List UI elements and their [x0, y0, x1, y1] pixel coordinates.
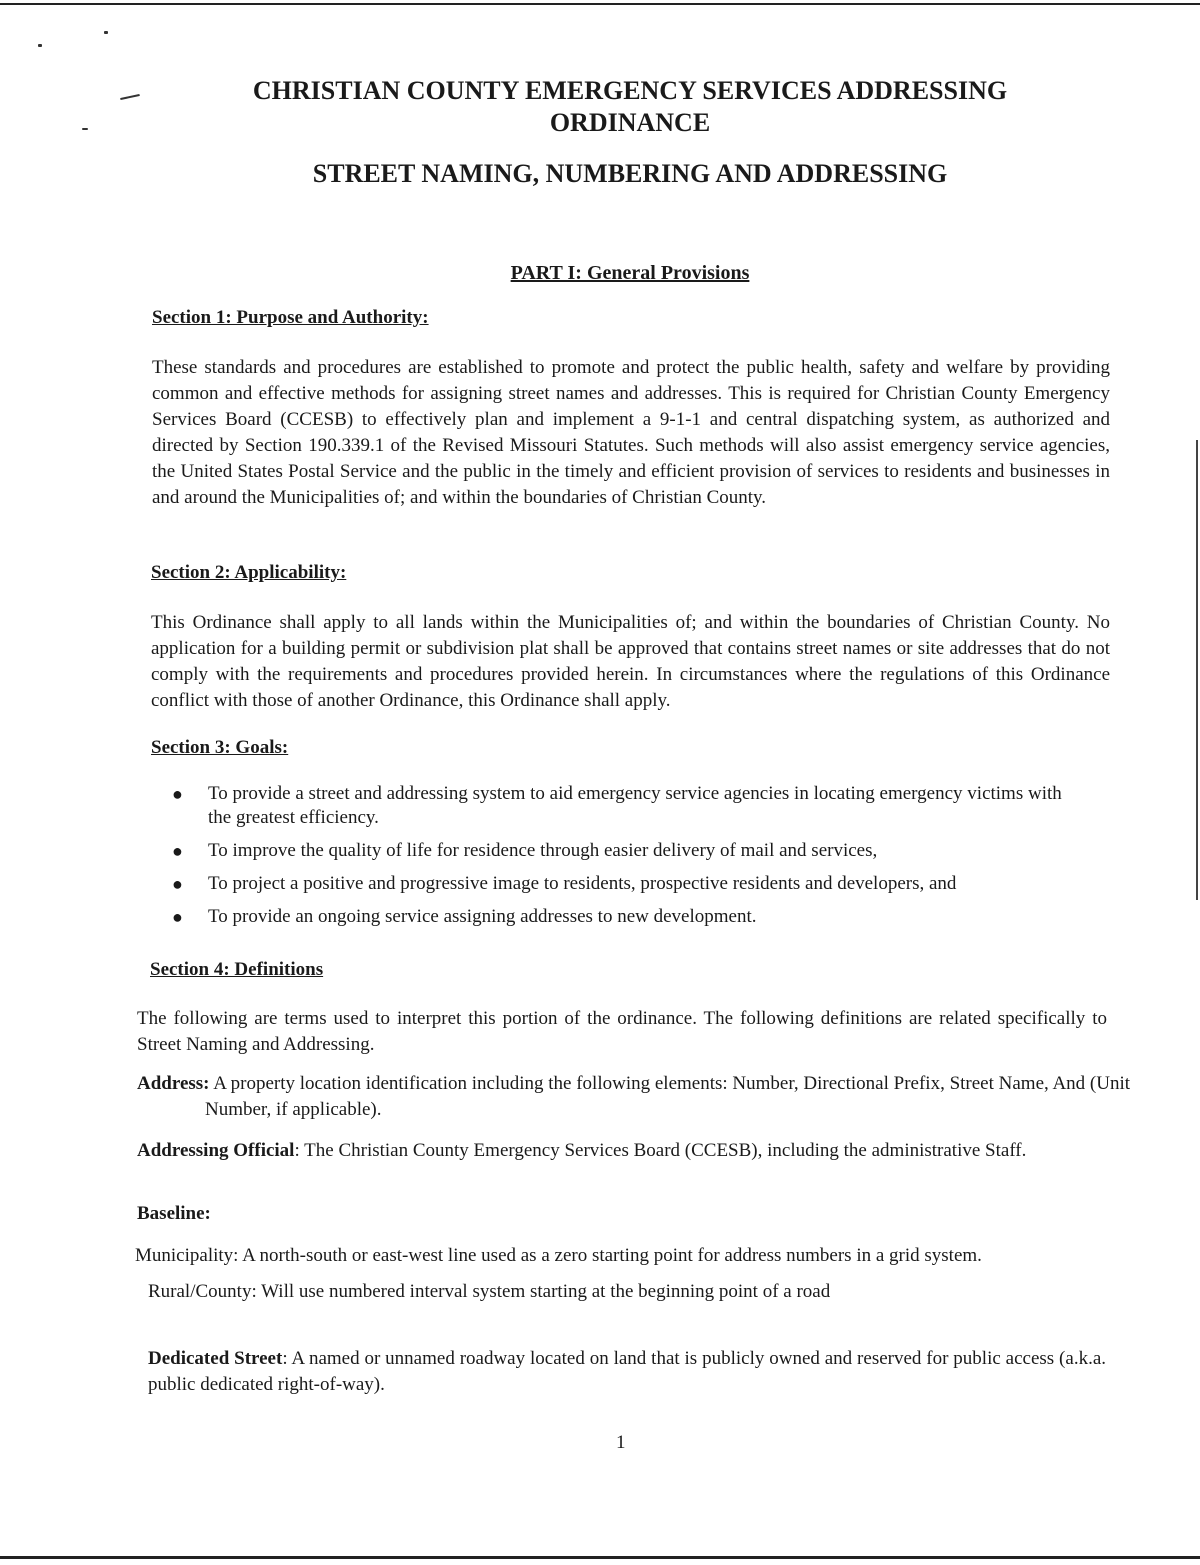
definition-term: Addressing Official [137, 1140, 295, 1161]
list-item [160, 872, 1080, 896]
baseline-rural: Rural/County: Will use numbered interval system starting at the beginning point of a road [148, 1281, 831, 1302]
definition-text: : A named or unnamed roadway located on land that is publicly owned and reserved for public access (a.k.a. public dedicated right-of-way). [148, 1348, 1106, 1395]
definitions-intro: The following are terms used to interpret this portion of the ordinance. The following definitions are related specifically to Street Naming and Addressing. [137, 1008, 1107, 1055]
part-heading: PART I: General Provisions [510, 262, 750, 284]
goal-text: To provide a street and addressing system to aid emergency service agencies in locating emergency victims with the greatest efficiency. [208, 783, 1062, 828]
goal-text: To improve the quality of life for residence through easier delivery of mail and services, [208, 840, 878, 861]
scan-top-edge [0, 3, 1200, 5]
bullet-icon: ● [172, 841, 183, 861]
definition-text: A property location identification including the following elements: Number, Directional Prefix, Street Name, And (Unit Number, if applicable). [205, 1073, 1131, 1120]
definition-term: Baseline: [137, 1203, 211, 1224]
document-title-line1: CHRISTIAN COUNTY EMERGENCY SERVICES ADDRESSING [252, 76, 1008, 105]
scan-speck [38, 44, 42, 47]
definition-addressing-official [137, 1138, 1175, 1164]
definition-baseline-term [137, 1201, 211, 1227]
scan-speck [104, 31, 108, 34]
list-item [160, 905, 1080, 929]
definition-term: Address: [137, 1073, 210, 1094]
section1-body: These standards and procedures are established to promote and protect the public health, safety and welfare by providing common and effective methods for assigning street names and addresses. This is required for Christian County Emergency Services Board (CCESB) to effectively plan and implement a 9-1-1 and central dispatching system, as authorized and directed by Section 190.339.1 of the Revised Missouri Statutes. Such methods will also assist emergency service agencies, the United States Postal Service and the public in the timely and efficient provision of services to residents and businesses in and around the Municipalities of; and within the boundaries of Christian County. [152, 357, 1110, 508]
list-item [160, 782, 1080, 830]
section2-heading: Section 2: Applicability: [151, 562, 347, 583]
section4-heading: Section 4: Definitions [150, 959, 324, 980]
scan-speck [82, 128, 88, 130]
scan-speck [120, 94, 140, 100]
definition-text: : The Christian County Emergency Services Board (CCESB), including the administrative Staff. [294, 1140, 1027, 1161]
bullet-icon: ● [172, 784, 183, 804]
section2-body: This Ordinance shall apply to all lands within the Municipalities of; and within the boundaries of Christian County. No application for a building permit or subdivision plat shall be approved that contains street names or site addresses that do not comply with the requirements and procedures provided herein. In circumstances where the regulations of this Ordinance conflict with those of another Ordinance, this Ordinance shall apply. [151, 612, 1110, 711]
definition-address [137, 1071, 1175, 1123]
section1-heading: Section 1: Purpose and Authority: [152, 307, 429, 328]
baseline-municipality: Municipality: A north-south or east-west line used as a zero starting point for address numbers in a grid system. [135, 1245, 982, 1266]
goal-text: To project a positive and progressive image to residents, prospective residents and developers, and [208, 873, 957, 894]
definition-dedicated-street [148, 1346, 1106, 1398]
document-title-line2: ORDINANCE [549, 108, 711, 137]
goals-list [160, 782, 1080, 938]
goal-text: To provide an ongoing service assigning addresses to new development. [208, 906, 757, 927]
document-subtitle: STREET NAMING, NUMBERING AND ADDRESSING [312, 159, 948, 188]
scan-bottom-edge [0, 1556, 1200, 1559]
definition-term: Dedicated Street [148, 1348, 283, 1369]
list-item [160, 839, 1080, 863]
scan-right-edge [1196, 440, 1198, 900]
page-number: 1 [616, 1432, 626, 1453]
section3-heading: Section 3: Goals: [151, 737, 289, 758]
bullet-icon: ● [172, 907, 183, 927]
bullet-icon: ● [172, 874, 183, 894]
